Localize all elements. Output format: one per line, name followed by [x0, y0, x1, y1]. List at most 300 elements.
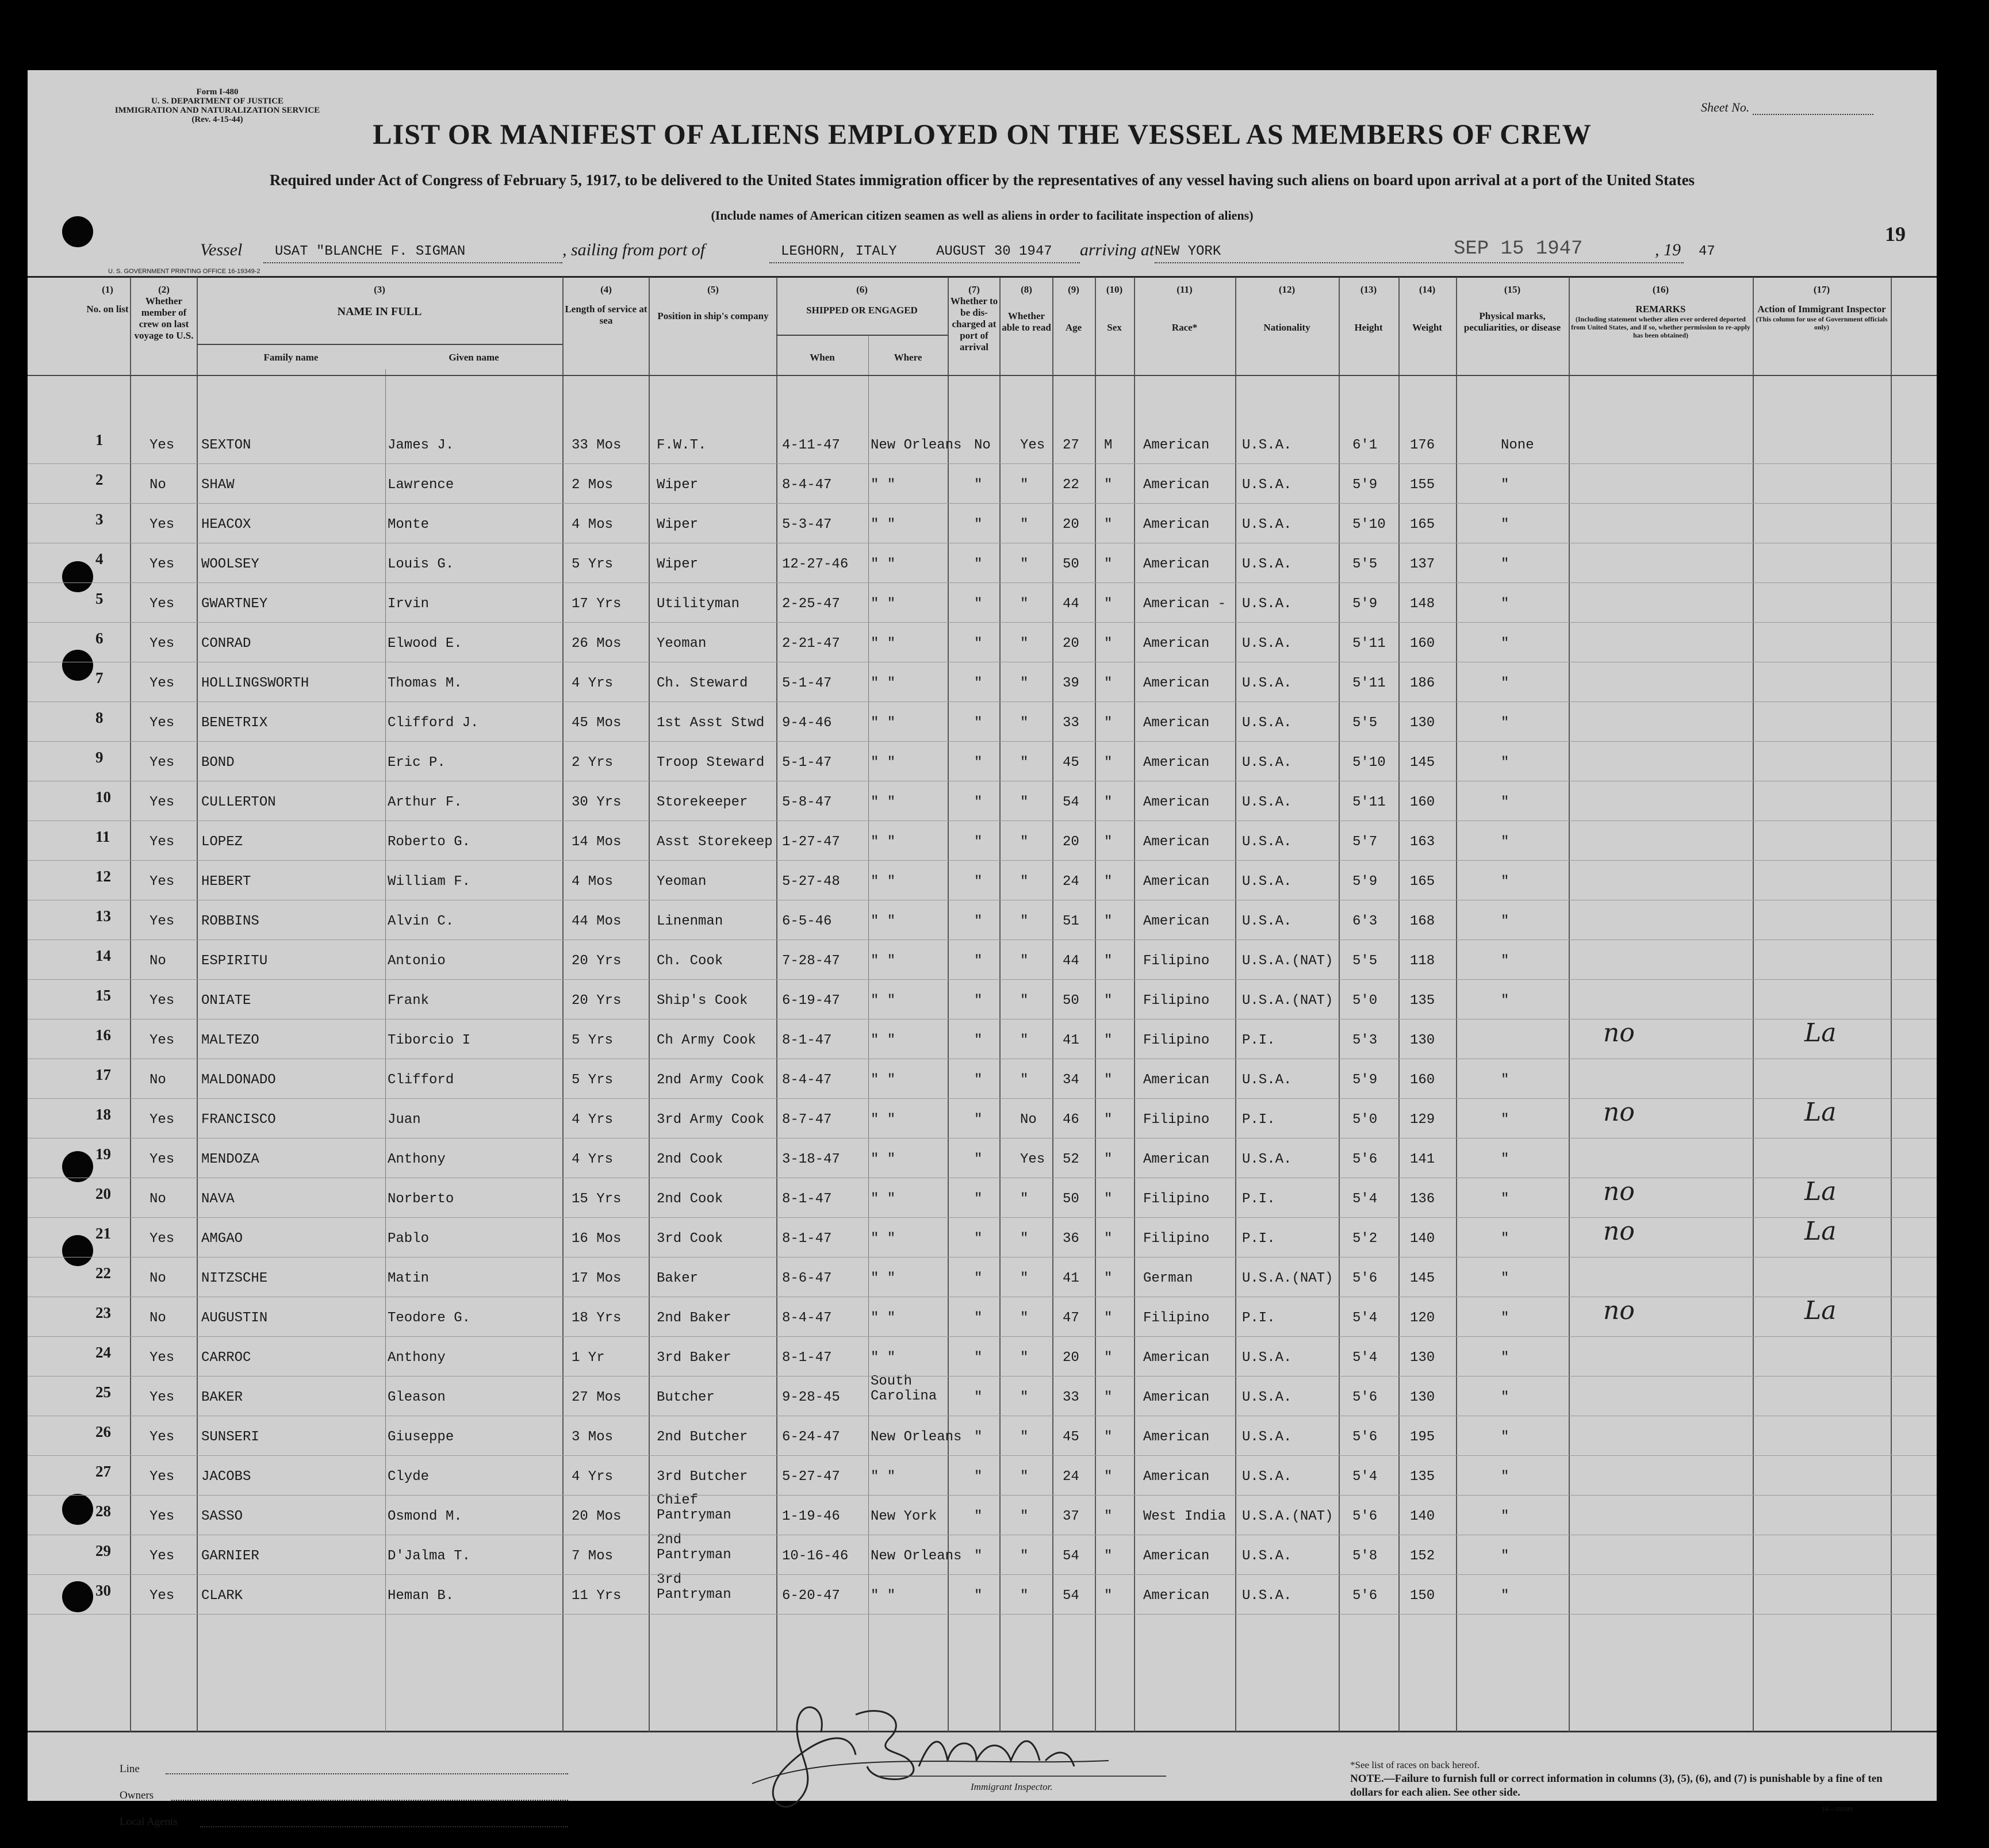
header-family: Family name [263, 352, 319, 363]
age: 20 [1063, 1350, 1079, 1366]
header-number: (6) [856, 284, 868, 295]
header-given: Given name [449, 352, 499, 363]
race: American - [1143, 596, 1227, 612]
column-rule [1134, 277, 1135, 1732]
sex: " [1104, 676, 1113, 691]
column-rule [562, 277, 564, 1732]
family-name: BAKER [201, 1390, 243, 1405]
weight: 135 [1410, 993, 1435, 1009]
shipped-when: 6-5-46 [782, 914, 832, 929]
line-field [166, 1773, 568, 1774]
given-name: Eric P. [388, 755, 446, 770]
crew-member-flag: No [150, 1072, 166, 1088]
shipped-where: " " [871, 1152, 896, 1167]
crew-member-flag: Yes [150, 636, 175, 651]
height: 5'9 [1352, 874, 1378, 890]
height: 5'10 [1352, 517, 1386, 532]
weight: 186 [1410, 676, 1435, 691]
read-flag: " [1020, 874, 1029, 890]
nationality: U.S.A. [1242, 557, 1292, 572]
shipped-where: " " [871, 1072, 896, 1088]
given-name: Anthony [388, 1152, 446, 1167]
given-name: Juan [388, 1112, 421, 1128]
shipped-when: 5-27-48 [782, 874, 840, 890]
page-title: LIST OR MANIFEST OF ALIENS EMPLOYED ON THE VESSEL AS MEMBERS OF CREW [373, 118, 1592, 150]
year-value: 47 [1699, 244, 1715, 259]
crew-member-flag: Yes [150, 557, 175, 572]
printer-code: U. S. GOVERNMENT PRINTING OFFICE 16-19349-2 [108, 268, 260, 275]
header-read [1001, 284, 1052, 333]
header-race [1134, 284, 1235, 333]
shipped-where: " " [871, 557, 896, 572]
sex: " [1104, 715, 1113, 731]
height: 5'6 [1352, 1271, 1378, 1286]
column-rule [1339, 277, 1340, 1732]
race: Filipino [1143, 1231, 1210, 1247]
age: 46 [1063, 1112, 1079, 1128]
header-number: (11) [1176, 284, 1193, 295]
column-rule [1569, 277, 1570, 1732]
given-name: Louis G. [388, 557, 454, 572]
header-text: No. on list [86, 304, 129, 315]
age: 37 [1063, 1509, 1079, 1524]
height: 5'3 [1352, 1033, 1378, 1048]
row-number: 11 [95, 828, 110, 845]
header-discharged [949, 284, 999, 353]
service-length: 44 Mos [572, 914, 622, 929]
weight: 160 [1410, 795, 1435, 810]
service-length: 4 Yrs [572, 1469, 614, 1485]
nationality: U.S.A. [1242, 1469, 1292, 1485]
physical-marks: " [1501, 755, 1509, 770]
read-flag: Yes [1020, 438, 1045, 453]
height: 5'9 [1352, 477, 1378, 493]
weight: 195 [1410, 1429, 1435, 1445]
sex: " [1104, 1469, 1113, 1485]
shipped-where: " " [871, 596, 896, 612]
age: 54 [1063, 1548, 1079, 1564]
discharge-flag: " [974, 1350, 983, 1366]
sex: " [1104, 557, 1113, 572]
family-name: HEACOX [201, 517, 251, 532]
discharge-flag: " [974, 517, 983, 532]
race: American [1143, 874, 1210, 890]
height: 5'6 [1352, 1588, 1378, 1604]
family-name: MALTEZO [201, 1033, 259, 1048]
shipped-when: 5-27-47 [782, 1469, 840, 1485]
sex: " [1104, 874, 1113, 890]
race: American [1143, 834, 1210, 850]
remarks-handwritten: no [1603, 1018, 1635, 1048]
family-name: NAVA [201, 1191, 235, 1207]
vessel-name: USAT "BLANCHE F. SIGMAN [275, 244, 466, 259]
crew-member-flag: Yes [150, 715, 175, 731]
weight: 135 [1410, 1469, 1435, 1485]
given-name: Anthony [388, 1350, 446, 1366]
header-text: Position in ship's company [657, 310, 769, 321]
given-name: Frank [388, 993, 430, 1009]
ship-position: Baker [657, 1271, 699, 1286]
age: 52 [1063, 1152, 1079, 1167]
family-name: NITZSCHE [201, 1271, 268, 1286]
form-line: U. S. DEPARTMENT OF JUSTICE [151, 97, 284, 106]
given-name: Alvin C. [388, 914, 454, 929]
nationality: U.S.A. [1242, 834, 1292, 850]
given-name: Antonio [388, 953, 446, 969]
row-rule [28, 582, 1937, 583]
given-name: Irvin [388, 596, 430, 612]
row-number: 17 [95, 1066, 111, 1083]
ship-position: 3rd Baker [657, 1350, 731, 1366]
column-rule [649, 277, 650, 1732]
sex: " [1104, 1112, 1113, 1128]
shipped-when: 7-28-47 [782, 953, 840, 969]
nationality: U.S.A. [1242, 715, 1292, 731]
ship-position: 3rd Cook [657, 1231, 723, 1247]
ship-position: Butcher [657, 1390, 715, 1405]
height: 5'11 [1352, 636, 1386, 651]
crew-member-flag: Yes [150, 755, 175, 770]
physical-marks: " [1501, 636, 1509, 651]
given-name: Roberto G. [388, 834, 471, 850]
ship-position: 2nd Baker [657, 1310, 731, 1326]
weight: 136 [1410, 1191, 1435, 1207]
header-height [1339, 284, 1398, 333]
nationality: U.S.A. [1242, 1072, 1292, 1088]
weight: 152 [1410, 1548, 1435, 1564]
column-rule [130, 277, 131, 1732]
read-flag: " [1020, 953, 1029, 969]
name-header-rule [197, 344, 562, 345]
ship-position: Yeoman [657, 636, 707, 651]
ship-position: Linenman [657, 914, 723, 929]
read-flag: " [1020, 755, 1029, 770]
column-rule [1891, 277, 1892, 1732]
shipped-where: " " [871, 636, 896, 651]
age: 54 [1063, 795, 1079, 810]
age: 39 [1063, 676, 1079, 691]
age: 50 [1063, 993, 1079, 1009]
family-name: AUGUSTIN [201, 1310, 268, 1326]
height: 5'5 [1352, 557, 1378, 572]
sailing-date: AUGUST 30 1947 [936, 244, 1052, 259]
physical-marks: " [1501, 1548, 1509, 1564]
nationality: U.S.A. [1242, 1429, 1292, 1445]
column-rule [1753, 277, 1754, 1732]
physical-marks: " [1501, 1469, 1509, 1485]
read-flag: " [1020, 1350, 1029, 1366]
nationality: U.S.A. [1242, 874, 1292, 890]
given-name: Gleason [388, 1390, 446, 1405]
ship-position: Storekeeper [657, 795, 748, 810]
race: Filipino [1143, 1191, 1210, 1207]
read-flag: " [1020, 1509, 1029, 1524]
age: 20 [1063, 517, 1079, 532]
given-name: Giuseppe [388, 1429, 454, 1445]
physical-marks: " [1501, 795, 1509, 810]
service-length: 20 Yrs [572, 953, 622, 969]
race: American [1143, 715, 1210, 731]
height: 5'8 [1352, 1548, 1378, 1564]
height: 5'4 [1352, 1469, 1378, 1485]
race: American [1143, 1548, 1210, 1564]
form-code: 16—19349 [1822, 1805, 1853, 1813]
height: 5'4 [1352, 1350, 1378, 1366]
shipped-when: 8-4-47 [782, 1310, 832, 1326]
header-text: SHIPPED OR ENGAGED [806, 305, 918, 316]
crew-member-flag: Yes [150, 993, 175, 1009]
punch-hole [62, 1235, 93, 1266]
nationality: U.S.A. [1242, 1588, 1292, 1604]
row-number: 2 [95, 471, 104, 488]
read-flag: " [1020, 1271, 1029, 1286]
inspector-action-handwritten: La [1804, 1177, 1837, 1206]
inspector-action-handwritten: La [1804, 1098, 1837, 1127]
nationality: U.S.A. [1242, 1350, 1292, 1366]
physical-marks: " [1501, 1231, 1509, 1247]
nationality: U.S.A. [1242, 1390, 1292, 1405]
sex: " [1104, 755, 1113, 770]
crew-member-flag: Yes [150, 1509, 175, 1524]
age: 20 [1063, 636, 1079, 651]
shipped-where: New Orleans [871, 1429, 962, 1445]
discharge-flag: " [974, 1271, 983, 1286]
read-flag: " [1020, 1072, 1029, 1088]
row-number: 3 [95, 511, 104, 528]
discharge-flag: " [974, 1072, 983, 1088]
weight: 130 [1410, 1350, 1435, 1366]
discharge-flag: " [974, 1310, 983, 1326]
service-length: 20 Yrs [572, 993, 622, 1009]
height: 5'11 [1352, 676, 1386, 691]
service-length: 5 Yrs [572, 1072, 614, 1088]
row-rule [28, 741, 1937, 742]
header-bottom-rule [28, 375, 1937, 376]
family-name: SHAW [201, 477, 235, 493]
weight: 160 [1410, 1072, 1435, 1088]
age: 36 [1063, 1231, 1079, 1247]
sex: " [1104, 1429, 1113, 1445]
service-length: 33 Mos [572, 438, 622, 453]
service-length: 2 Yrs [572, 755, 614, 770]
nationality: U.S.A.(NAT) [1242, 1271, 1333, 1286]
shipped-where: " " [871, 1271, 896, 1286]
service-length: 1 Yr [572, 1350, 605, 1366]
column-rule [948, 277, 949, 1732]
height: 5'9 [1352, 596, 1378, 612]
ship-position: Yeoman [657, 874, 707, 890]
header-marks [1456, 284, 1569, 333]
age: 24 [1063, 1469, 1079, 1485]
row-rule [28, 979, 1937, 980]
header-text: (Including statement whether alien ever ordered deported from United States, and if so, whether permission to re-apply has been obtained) [1571, 315, 1750, 339]
column-rule [385, 369, 386, 1732]
given-name: Clifford J. [388, 715, 479, 731]
weight: 140 [1410, 1509, 1435, 1524]
ship-position: Ch Army Cook [657, 1033, 756, 1048]
crew-member-flag: No [150, 1191, 166, 1207]
sex: " [1104, 953, 1113, 969]
ship-position: Wiper [657, 557, 699, 572]
row-number: 12 [95, 868, 111, 885]
race: American [1143, 557, 1210, 572]
service-length: 15 Yrs [572, 1191, 622, 1207]
height: 5'0 [1352, 1112, 1378, 1128]
inspector-action-handwritten: La [1804, 1217, 1837, 1246]
crew-member-flag: Yes [150, 1112, 175, 1128]
service-length: 4 Mos [572, 874, 614, 890]
punch-hole [62, 1494, 93, 1525]
weight: 163 [1410, 834, 1435, 850]
ship-position: Wiper [657, 517, 699, 532]
height: 5'2 [1352, 1231, 1378, 1247]
row-number: 30 [95, 1582, 111, 1599]
family-name: WOOLSEY [201, 557, 259, 572]
physical-marks: " [1501, 874, 1509, 890]
discharge-flag: " [974, 636, 983, 651]
row-rule [28, 1574, 1937, 1575]
sex: " [1104, 1588, 1113, 1604]
sheet-label: Sheet No. [1701, 100, 1750, 114]
shipped-where: " " [871, 477, 896, 493]
given-name: Osmond M. [388, 1509, 462, 1524]
subtitle: Required under Act of Congress of February 5, 1917, to be delivered to the United States immigration officer by the representatives of any vessel having such aliens on board upon arrival at a port of the United States [269, 171, 1695, 189]
shipped-where: " " [871, 517, 896, 532]
service-length: 16 Mos [572, 1231, 622, 1247]
crew-member-flag: Yes [150, 596, 175, 612]
physical-marks: " [1501, 914, 1509, 929]
row-rule [28, 1614, 1937, 1615]
remarks-handwritten: no [1603, 1296, 1635, 1325]
crew-member-flag: Yes [150, 676, 175, 691]
height: 5'5 [1352, 715, 1378, 731]
race: American [1143, 676, 1210, 691]
ship-position: Ch. Cook [657, 953, 723, 969]
race: German [1143, 1271, 1193, 1286]
header-when: When [810, 352, 835, 363]
crew-member-flag: Yes [150, 874, 175, 890]
family-name: AMGAO [201, 1231, 243, 1247]
age: 45 [1063, 1429, 1079, 1445]
weight: 129 [1410, 1112, 1435, 1128]
row-number: 7 [95, 669, 104, 687]
header-text: (This column for use of Government officials only) [1756, 315, 1888, 331]
discharge-flag: " [974, 834, 983, 850]
header-text: REMARKS [1635, 304, 1686, 315]
row-number: 29 [95, 1542, 111, 1559]
row-rule [28, 622, 1937, 623]
read-flag: " [1020, 1191, 1029, 1207]
row-number: 18 [95, 1106, 111, 1123]
agents-field [200, 1826, 568, 1827]
read-flag: " [1020, 676, 1029, 691]
family-name: CARROC [201, 1350, 251, 1366]
discharge-flag: " [974, 1152, 983, 1167]
nationality: U.S.A. [1242, 636, 1292, 651]
shipped-where: " " [871, 1588, 896, 1604]
physical-marks: " [1501, 1390, 1509, 1405]
service-length: 4 Mos [572, 517, 614, 532]
row-rule [28, 1098, 1937, 1099]
read-flag: " [1020, 1033, 1029, 1048]
nationality: U.S.A.(NAT) [1242, 1509, 1333, 1524]
inspector-action-handwritten: La [1804, 1018, 1837, 1048]
shipped-when: 4-11-47 [782, 438, 840, 453]
ship-position: 3rd Butcher [657, 1469, 748, 1485]
crew-member-flag: Yes [150, 1548, 175, 1564]
family-name: HEBERT [201, 874, 251, 890]
service-length: 14 Mos [572, 834, 622, 850]
shipped-when: 8-1-47 [782, 1033, 832, 1048]
sex: " [1104, 1548, 1113, 1564]
discharge-flag: " [974, 755, 983, 770]
shipped-where: " " [871, 1469, 896, 1485]
header-text: Sex [1107, 322, 1122, 333]
nationality: U.S.A. [1242, 1152, 1292, 1167]
given-name: Monte [388, 517, 430, 532]
shipped-when: 9-28-45 [782, 1390, 840, 1405]
physical-marks: " [1501, 517, 1509, 532]
race: Filipino [1143, 953, 1210, 969]
service-length: 11 Yrs [572, 1588, 622, 1604]
header-where: Where [894, 352, 922, 363]
row-number: 20 [95, 1185, 111, 1202]
weight: 118 [1410, 953, 1435, 969]
physical-marks: None [1501, 438, 1534, 453]
given-name: Clifford [388, 1072, 454, 1088]
column-rule [999, 277, 1001, 1732]
header-number: (5) [707, 284, 719, 295]
crew-member-flag: Yes [150, 1350, 175, 1366]
read-flag: " [1020, 834, 1029, 850]
read-flag: " [1020, 477, 1029, 493]
sex: " [1104, 1191, 1113, 1207]
row-number: 23 [95, 1304, 111, 1321]
read-flag: " [1020, 1469, 1029, 1485]
column-rule [1052, 277, 1053, 1732]
sex: " [1104, 795, 1113, 810]
height: 6'3 [1352, 914, 1378, 929]
shipped-where: " " [871, 1191, 896, 1207]
shipped-when: 6-24-47 [782, 1429, 840, 1445]
crew-member-flag: Yes [150, 914, 175, 929]
discharge-flag: " [974, 795, 983, 810]
shipped-when: 10-16-46 [782, 1548, 849, 1564]
row-rule [28, 463, 1937, 464]
family-name: ONIATE [201, 993, 251, 1009]
given-name: Matin [388, 1271, 430, 1286]
row-rule [28, 1217, 1937, 1218]
race: American [1143, 636, 1210, 651]
row-number: 8 [95, 709, 104, 726]
family-name: JACOBS [201, 1469, 251, 1485]
service-length: 4 Yrs [572, 676, 614, 691]
physical-marks: " [1501, 596, 1509, 612]
ship-position: 2nd Cook [657, 1191, 723, 1207]
inspector-signature [735, 1680, 1160, 1818]
header-text: Nationality [1263, 322, 1310, 333]
given-name: Norberto [388, 1191, 454, 1207]
vessel-label: Vessel [200, 240, 243, 259]
discharge-flag: No [974, 438, 991, 453]
nationality: U.S.A. [1242, 914, 1292, 929]
shipped-when: 1-19-46 [782, 1509, 840, 1524]
shipped-where: " " [871, 1231, 896, 1247]
shipped-where: " " [871, 914, 896, 929]
header-text: Action of Immigrant Inspector [1757, 304, 1886, 315]
line-label: Line [120, 1763, 140, 1775]
family-name: SUNSERI [201, 1429, 259, 1445]
